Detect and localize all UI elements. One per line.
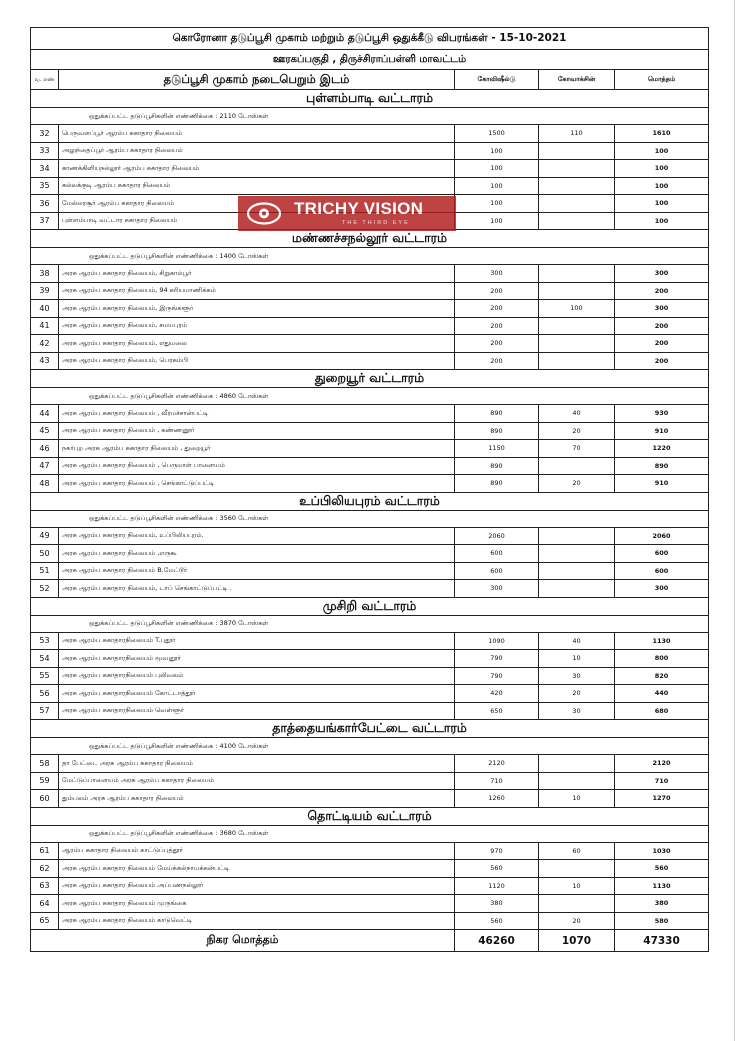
grand-total-covaxin: 1070	[539, 930, 615, 952]
block-name: புள்ளம்பாடி வட்டாரம்	[31, 90, 709, 108]
covishield-count: 890	[455, 422, 539, 440]
place-name: அரசு ஆரம்ப சுகாதார நிலையம் ,எருகூ	[59, 545, 455, 563]
document-title: கொரோனா தடுப்பூசி முகாம் மற்றும் தடுப்பூசி ஒதுக்கீடு விபரங்கள் - 15-10-2021	[31, 28, 709, 50]
table-row	[31, 772, 709, 790]
covaxin-count	[539, 895, 615, 913]
covishield-count: 560	[455, 912, 539, 930]
block-allocation: ஒதுக்கப்பட்ட தடுப்பூசிகளின் எண்ணிக்கை : 4100 டோஸ்கள்	[31, 738, 709, 755]
covaxin-count: 70	[539, 440, 615, 458]
block-allocation: ஒதுக்கப்பட்ட தடுப்பூசிகளின் எண்ணிக்கை : 3680 டோஸ்கள்	[31, 825, 709, 842]
place-name: அரசு ஆரம்ப சுகாதார நிலையம், டாப் செங்காட்டுப்பட்டி .	[59, 580, 455, 598]
header-covishield: கோவிஷீல்டு	[455, 70, 539, 90]
table-row	[31, 142, 709, 160]
table-row	[31, 282, 709, 300]
header-covaxin: கோவாக்சின்	[539, 70, 615, 90]
place-name: அரசு ஆரம்ப சுகாதாரநிலையம் கோட்டாத்தூர்	[59, 685, 455, 703]
place-name: அரசு ஆரம்ப சுகாதார நிலையம், இருங்களூர்	[59, 300, 455, 318]
covaxin-count	[539, 860, 615, 878]
row-total: 890	[615, 457, 709, 475]
place-name: அரசு ஆரம்ப சுகாதாரநிலையம் T.புதூர்	[59, 632, 455, 650]
block-row	[31, 230, 709, 248]
row-total: 300	[615, 580, 709, 598]
covaxin-count: 40	[539, 632, 615, 650]
allocation-row	[31, 510, 709, 527]
covaxin-count	[539, 317, 615, 335]
page-edge-rule	[734, 0, 735, 1041]
serial-no: 56	[31, 685, 59, 703]
block-allocation: ஒதுக்கப்பட்ட தடுப்பூசிகளின் எண்ணிக்கை : 3870 டோஸ்கள்	[31, 615, 709, 632]
covaxin-count	[539, 212, 615, 230]
place-name: அரசு ஆரம்ப சுகாதாரநிலையம் வெள்ளூர்	[59, 702, 455, 720]
table-row	[31, 265, 709, 283]
covishield-count: 1260	[455, 790, 539, 808]
block-row	[31, 492, 709, 510]
serial-no: 45	[31, 422, 59, 440]
place-name: அரசு ஆரம்ப சுகாதார நிலையம், சிறுகாம்பூர்	[59, 265, 455, 283]
table-row	[31, 335, 709, 353]
covishield-count: 200	[455, 317, 539, 335]
place-name: அரசு ஆரம்ப சுகாதார நிலையம் அப்பணநல்லூர்	[59, 877, 455, 895]
allocation-row	[31, 615, 709, 632]
place-name: அரசு ஆரம்ப சுகாதார நிலையம் , கண்ணனூர்	[59, 422, 455, 440]
block-allocation: ஒதுக்கப்பட்ட தடுப்பூசிகளின் எண்ணிக்கை : 3560 டோஸ்கள்	[31, 510, 709, 527]
row-total: 600	[615, 545, 709, 563]
table-row	[31, 317, 709, 335]
serial-no: 43	[31, 352, 59, 370]
row-total: 200	[615, 282, 709, 300]
serial-no: 51	[31, 562, 59, 580]
place-name: தும்பலம் அரசு ஆரம்ப சுகாதார நிலையம்	[59, 790, 455, 808]
covishield-count: 200	[455, 282, 539, 300]
table-row	[31, 422, 709, 440]
covishield-count: 100	[455, 142, 539, 160]
title-row	[31, 28, 709, 50]
place-name: அரசு ஆரம்ப சுகாதார நிலையம் , பெருமாள் பாளையம்	[59, 457, 455, 475]
table-row	[31, 632, 709, 650]
serial-no: 37	[31, 212, 59, 230]
serial-no: 36	[31, 195, 59, 213]
block-row	[31, 807, 709, 825]
block-row	[31, 370, 709, 388]
row-total: 580	[615, 912, 709, 930]
covaxin-count	[539, 265, 615, 283]
covaxin-count: 110	[539, 125, 615, 143]
serial-no: 62	[31, 860, 59, 878]
place-name: மேல்லரசூர் ஆரம்ப சுகாதார நிலையம்	[59, 195, 455, 213]
covishield-count: 600	[455, 545, 539, 563]
covaxin-count	[539, 335, 615, 353]
header-place: தடுப்பூசி முகாம் நடைபெறும் இடம்	[59, 70, 455, 90]
block-name: தொட்டியம் வட்டாரம்	[31, 807, 709, 825]
covishield-count: 420	[455, 685, 539, 703]
covaxin-count	[539, 457, 615, 475]
covishield-count: 300	[455, 265, 539, 283]
table-row	[31, 527, 709, 545]
covaxin-count	[539, 527, 615, 545]
header-serial-no: வ. எண்	[31, 70, 59, 90]
row-total: 100	[615, 177, 709, 195]
covaxin-count: 30	[539, 667, 615, 685]
serial-no: 60	[31, 790, 59, 808]
covishield-count: 380	[455, 895, 539, 913]
row-total: 2120	[615, 755, 709, 773]
table-row	[31, 580, 709, 598]
serial-no: 55	[31, 667, 59, 685]
covaxin-count	[539, 772, 615, 790]
document-subtitle: ஊரகப்பகுதி , திருச்சிராப்பள்ளி மாவட்டம்	[31, 50, 709, 70]
row-total: 100	[615, 195, 709, 213]
covaxin-count	[539, 282, 615, 300]
covaxin-count	[539, 195, 615, 213]
covishield-count: 890	[455, 457, 539, 475]
block-name: துறையூர் வட்டாரம்	[31, 370, 709, 388]
row-total: 1610	[615, 125, 709, 143]
serial-no: 50	[31, 545, 59, 563]
serial-no: 38	[31, 265, 59, 283]
serial-no: 54	[31, 650, 59, 668]
place-name: அரசு ஆரம்ப சுகாதார நிலையம், எதுமலை	[59, 335, 455, 353]
covishield-count: 200	[455, 300, 539, 318]
block-row	[31, 597, 709, 615]
covishield-count: 790	[455, 650, 539, 668]
serial-no: 40	[31, 300, 59, 318]
place-name: பெருவளப்பூர் ஆரம்ப சுகாதார நிலையம்	[59, 125, 455, 143]
row-total: 1130	[615, 632, 709, 650]
row-total: 300	[615, 300, 709, 318]
table-row	[31, 842, 709, 860]
trichy-vision-watermark	[238, 196, 456, 231]
grand-total-overall: 47330	[615, 930, 709, 952]
serial-no: 48	[31, 475, 59, 493]
serial-no: 53	[31, 632, 59, 650]
place-name: அரசு ஆரம்ப சுகாதார நிலையம், உப்பிலியபுரம்.	[59, 527, 455, 545]
grand-total-covishield: 46260	[455, 930, 539, 952]
serial-no: 42	[31, 335, 59, 353]
table-row	[31, 457, 709, 475]
covaxin-count	[539, 755, 615, 773]
header-total: மொத்தம்	[615, 70, 709, 90]
covishield-count: 650	[455, 702, 539, 720]
block-name: தாத்தையங்கார்பேட்டை வட்டாரம்	[31, 720, 709, 738]
covishield-count: 790	[455, 667, 539, 685]
place-name: அரசு ஆரம்ப சுகாதார நிலையம் B.மேட்டூர்	[59, 562, 455, 580]
row-total: 910	[615, 422, 709, 440]
row-total: 930	[615, 405, 709, 423]
table-row	[31, 177, 709, 195]
serial-no: 52	[31, 580, 59, 598]
covishield-count: 100	[455, 177, 539, 195]
covaxin-count: 10	[539, 877, 615, 895]
table-row	[31, 562, 709, 580]
table-row	[31, 160, 709, 178]
block-allocation: ஒதுக்கப்பட்ட தடுப்பூசிகளின் எண்ணிக்கை : 4860 டோஸ்கள்	[31, 388, 709, 405]
table-row	[31, 650, 709, 668]
covishield-count: 710	[455, 772, 539, 790]
allocation-row	[31, 388, 709, 405]
covishield-count: 200	[455, 335, 539, 353]
row-total: 200	[615, 352, 709, 370]
covishield-count: 560	[455, 860, 539, 878]
serial-no: 49	[31, 527, 59, 545]
row-total: 100	[615, 160, 709, 178]
table-row	[31, 300, 709, 318]
place-name: அரசு ஆரம்ப சுகாதார நிலையம் மேய்க்கல்நாயக்கன்பட்டி	[59, 860, 455, 878]
row-total: 440	[615, 685, 709, 703]
row-total: 1220	[615, 440, 709, 458]
block-row	[31, 90, 709, 108]
covishield-count: 970	[455, 842, 539, 860]
table-row	[31, 667, 709, 685]
block-allocation: ஒதுக்கப்பட்ட தடுப்பூசிகளின் எண்ணிக்கை : 2110 டோஸ்கள்	[31, 108, 709, 125]
covishield-count: 100	[455, 195, 539, 213]
covaxin-count	[539, 160, 615, 178]
covaxin-count	[539, 545, 615, 563]
serial-no: 41	[31, 317, 59, 335]
table-row	[31, 440, 709, 458]
place-name: காணக்கிளியநல்லூர் ஆரம்ப சுகாதார நிலையம்	[59, 160, 455, 178]
row-total: 560	[615, 860, 709, 878]
header-row	[31, 70, 709, 90]
place-name: நகர்புற அரசு ஆரம்ப சுகாதார நிலையம் , துறையூர்	[59, 440, 455, 458]
covishield-count: 1500	[455, 125, 539, 143]
place-name: அலுந்தைப்பூர் ஆரம்ப சுகாதார நிலையம்	[59, 142, 455, 160]
row-total: 2060	[615, 527, 709, 545]
covaxin-count: 10	[539, 650, 615, 668]
row-total: 910	[615, 475, 709, 493]
place-name: அரசு ஆரம்ப சுகாதார நிலையம், பெரகம்பி	[59, 352, 455, 370]
serial-no: 59	[31, 772, 59, 790]
covaxin-count: 100	[539, 300, 615, 318]
eye-logo-icon	[238, 196, 290, 231]
grand-total-label: நிகர மொத்தம்	[31, 930, 455, 952]
row-total: 100	[615, 212, 709, 230]
table-row	[31, 685, 709, 703]
place-name: அரசு ஆரம்ப சுகாதார நிலையம், 94 கரியமாணிக்கம்	[59, 282, 455, 300]
covaxin-count	[539, 177, 615, 195]
block-allocation: ஒதுக்கப்பட்ட தடுப்பூசிகளின் எண்ணிக்கை : 1400 டோஸ்கள்	[31, 248, 709, 265]
covishield-count: 2060	[455, 527, 539, 545]
serial-no: 44	[31, 405, 59, 423]
table-row	[31, 895, 709, 913]
covaxin-count	[539, 562, 615, 580]
place-name: மேட்டுப்பாளையம் அரசு ஆரம்ப சுகாதார நிலையம்	[59, 772, 455, 790]
covishield-count: 200	[455, 352, 539, 370]
vaccine-allocation-sheet	[30, 27, 708, 952]
covaxin-count: 30	[539, 702, 615, 720]
allocation-row	[31, 738, 709, 755]
serial-no: 61	[31, 842, 59, 860]
block-name: மண்ணச்சநல்லூர் வட்டாரம்	[31, 230, 709, 248]
covaxin-count: 20	[539, 422, 615, 440]
table-row	[31, 475, 709, 493]
covishield-count: 600	[455, 562, 539, 580]
covaxin-count: 20	[539, 475, 615, 493]
covaxin-count	[539, 580, 615, 598]
row-total: 200	[615, 317, 709, 335]
serial-no: 39	[31, 282, 59, 300]
serial-no: 47	[31, 457, 59, 475]
covaxin-count: 20	[539, 912, 615, 930]
place-name: அரசு ஆரம்ப சுகாதாரநிலையம் மூவனூர்	[59, 650, 455, 668]
place-name: அரசு ஆரம்ப சுகாதார நிலையம் காடுவெட்டி	[59, 912, 455, 930]
covaxin-count	[539, 142, 615, 160]
covishield-count: 1150	[455, 440, 539, 458]
row-total: 380	[615, 895, 709, 913]
covishield-count: 300	[455, 580, 539, 598]
block-name: முசிறி வட்டாரம்	[31, 597, 709, 615]
block-name: உப்பிலியபுரம் வட்டாரம்	[31, 492, 709, 510]
row-total: 800	[615, 650, 709, 668]
table-row	[31, 125, 709, 143]
block-row	[31, 720, 709, 738]
subtitle-row	[31, 50, 709, 70]
serial-no: 35	[31, 177, 59, 195]
row-total: 680	[615, 702, 709, 720]
place-name: புள்ளம்பாடி வட்டார சுகாதார நிலையம்	[59, 212, 455, 230]
covishield-count: 890	[455, 475, 539, 493]
covishield-count: 1120	[455, 877, 539, 895]
covishield-count: 100	[455, 212, 539, 230]
table-row	[31, 877, 709, 895]
serial-no: 46	[31, 440, 59, 458]
covishield-count: 100	[455, 160, 539, 178]
covaxin-count: 20	[539, 685, 615, 703]
row-total: 200	[615, 335, 709, 353]
row-total: 1030	[615, 842, 709, 860]
watermark-tagline: THE THIRD EYE	[342, 220, 410, 226]
serial-no: 65	[31, 912, 59, 930]
allocation-row	[31, 108, 709, 125]
row-total: 600	[615, 562, 709, 580]
place-name: தா பேட்டை அரசு ஆரம்ப சுகாதார நிலையம்	[59, 755, 455, 773]
serial-no: 57	[31, 702, 59, 720]
place-name: அரசு ஆரம்ப சுகாதார நிலையம் , செங்காட்டுப்பட்டி	[59, 475, 455, 493]
place-name: கல்லக்குடி ஆரம்ப சுகாதார நிலையம்	[59, 177, 455, 195]
serial-no: 63	[31, 877, 59, 895]
table-row	[31, 352, 709, 370]
table-row	[31, 860, 709, 878]
covaxin-count: 40	[539, 405, 615, 423]
allocation-row	[31, 248, 709, 265]
allocation-row	[31, 825, 709, 842]
table-row	[31, 755, 709, 773]
watermark-brand: TRICHY VISION	[294, 199, 424, 218]
covishield-count: 2120	[455, 755, 539, 773]
place-name: அரசு ஆரம்ப சுகாதார நிலையம் முருங்கை	[59, 895, 455, 913]
row-total: 1270	[615, 790, 709, 808]
row-total: 300	[615, 265, 709, 283]
covaxin-count	[539, 352, 615, 370]
place-name: அரசு ஆரம்ப சுகாதாரநிலையம் புலிவலம்	[59, 667, 455, 685]
allocation-table	[30, 27, 709, 952]
serial-no: 58	[31, 755, 59, 773]
watermark-logo-icon	[238, 196, 290, 231]
table-row	[31, 405, 709, 423]
covishield-count: 1090	[455, 632, 539, 650]
table-row	[31, 790, 709, 808]
place-name: ஆரம்ப சுகாதார நிலையம் காட்டுப்புத்தூர்	[59, 842, 455, 860]
covishield-count: 890	[455, 405, 539, 423]
row-total: 1130	[615, 877, 709, 895]
place-name: அரசு ஆரம்ப சுகாதார நிலையம், சமயபுரம்	[59, 317, 455, 335]
covaxin-count: 10	[539, 790, 615, 808]
serial-no: 34	[31, 160, 59, 178]
row-total: 820	[615, 667, 709, 685]
table-row	[31, 702, 709, 720]
serial-no: 32	[31, 125, 59, 143]
serial-no: 33	[31, 142, 59, 160]
table-row	[31, 912, 709, 930]
grand-total-row	[31, 930, 709, 952]
place-name: அரசு ஆரம்ப சுகாதார நிலையம் , வீரமச்சான்பட்டி	[59, 405, 455, 423]
row-total: 100	[615, 142, 709, 160]
row-total: 710	[615, 772, 709, 790]
serial-no: 64	[31, 895, 59, 913]
covaxin-count: 60	[539, 842, 615, 860]
table-row	[31, 545, 709, 563]
